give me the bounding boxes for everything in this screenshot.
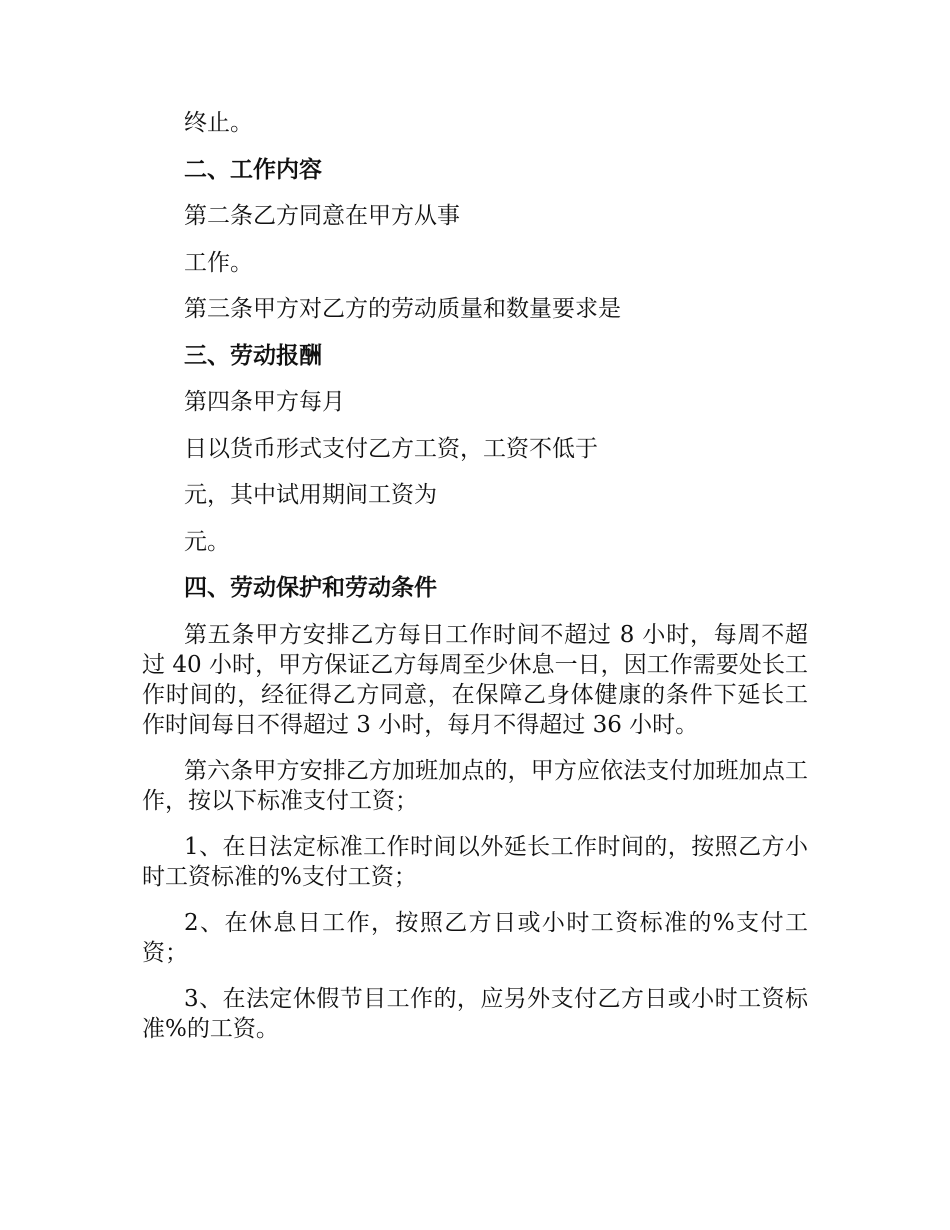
text-line: 元。 bbox=[184, 528, 230, 555]
section-heading: 二、工作内容 bbox=[184, 155, 322, 183]
paragraph-article-5: 第五条甲方安排乙方每日工作时间不超过 8 小时，每周不超过 40 小时，甲方保证乙方每周至少休息一日，因工作需要处长工作时间的，经征得乙方同意，在保障乙身体健康的条件下延长工作时间每日不得超过 3 小时，每月不得超过 36 小时。 bbox=[142, 621, 808, 738]
document-body bbox=[142, 108, 808, 1060]
text-line: 第二条乙方同意在甲方从事 bbox=[184, 203, 460, 229]
paragraph-article-6: 第六条甲方安排乙方加班加点的，甲方应依法支付加班加点工作，按以下标准支付工资； bbox=[142, 757, 808, 814]
paragraph-item-1: 1、在日法定标准工作时间以外延长工作时间的，按照乙方小时工资标准的%支付工资； bbox=[142, 833, 808, 890]
text-line: 第四条甲方每月 bbox=[184, 389, 345, 415]
paragraph-item-2: 2、在休息日工作，按照乙方日或小时工资标准的%支付工资； bbox=[142, 909, 808, 966]
text-line: 终止。 bbox=[184, 110, 253, 136]
section-heading: 四、劳动保护和劳动条件 bbox=[184, 574, 437, 601]
text-line: 元，其中试用期间工资为 bbox=[184, 482, 437, 508]
paragraph-item-3: 3、在法定休假节目工作的，应另外支付乙方日或小时工资标准%的工资。 bbox=[142, 985, 808, 1042]
section-heading: 三、劳动报酬 bbox=[184, 341, 322, 369]
text-line: 第三条甲方对乙方的劳动质量和数量要求是 bbox=[184, 296, 621, 322]
text-line: 工作。 bbox=[184, 249, 253, 276]
text-line: 日以货币形式支付乙方工资，工资不低于 bbox=[184, 435, 598, 462]
